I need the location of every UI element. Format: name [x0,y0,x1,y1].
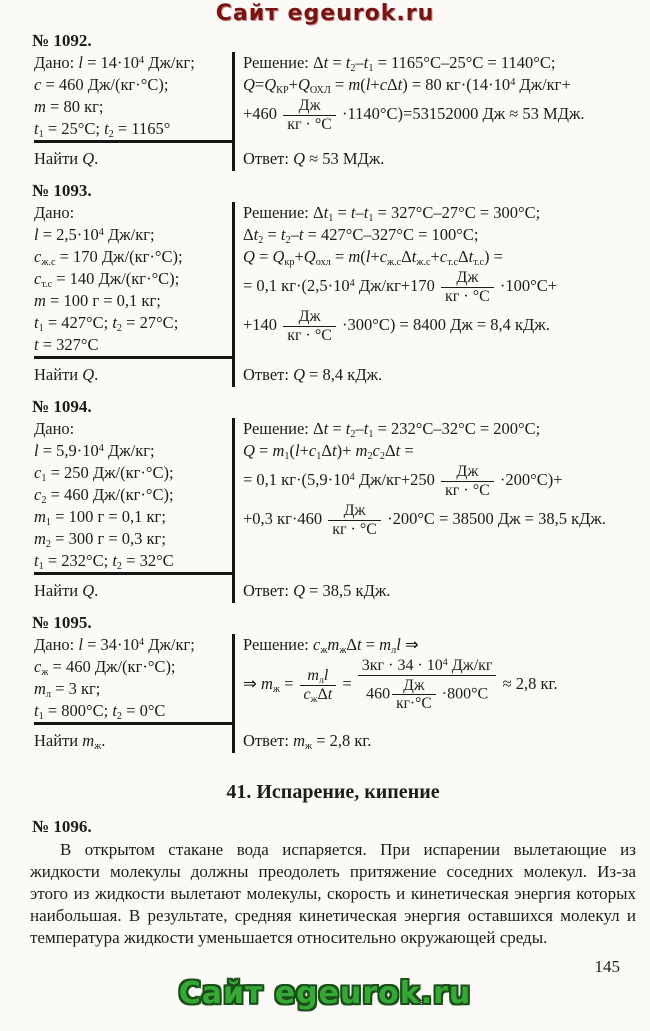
solution-line: $Q=Q_{КР}+Q_{ОХЛ} = m(l+c\Delta t) = 80$ $кг\cdot(14\cdot 10^4$ Дж/кг+ [243,75,571,96]
given-lines [34,202,232,356]
problem-1096-number: № 1096. [32,817,92,836]
given-line: $t_1 = 232^\circ С$; $t_2 = 32^\circ С$ [34,551,174,572]
solution-column [232,634,636,753]
solution-line: +460 $\frac{Дж}{кг \cdot ^\circ С}$ ·1140°С)=53152000 Дж ≈ 53 МДж. [243,97,585,133]
problem-1095 [30,613,636,753]
problem-1094 [30,397,636,603]
solution-line: ⇒ $m_ж$ = $\frac{m_лl}{c_ж\Delta t}$ = $3кг \cdot 34 \cdot 10^4$ Дж/кг 460 $\frac{Дж}{кг\cdot^\circ С}$ ·800°С ≈ 2,8 кг. [243,657,558,713]
solution-column [232,418,636,603]
given-line: t = 327°С [34,335,99,354]
solution-line: +140 $\frac{Дж}{кг \cdot ^\circ С}$ ·300°С) = 8400 Дж = 8,4 кДж. [243,307,550,344]
given-line: Дано: [34,203,75,222]
problem-number: № 1095. [32,613,92,632]
given-lines [34,52,232,140]
given-line: m = 100 г = 0,1 кг; [34,291,161,310]
problem-body [30,418,636,603]
fraction: $\frac{Дж}{кг \cdot ^\circ С}$ [283,97,336,134]
problem-number: № 1093. [32,181,92,200]
answer-line: Ответ: Q = 38,5 кДж. [243,581,391,600]
fraction: $\frac{Дж}{кг \cdot ^\circ С}$ [283,308,336,345]
answer-line: Ответ: Q ≈ 53 МДж. [243,149,385,168]
fraction: $\frac{Дж}{кг\cdot^\circ С}$ [392,677,436,713]
solution-line: Решение: $\Delta t = t_2-t_1 = 232^\circ С-32^\circ С = 200^\circ С$; [243,419,541,440]
fraction: $\frac{Дж}{кг \cdot ^\circ С}$ [441,269,494,306]
given-line: $c_2 = 460$ Дж/(кг·°С); [34,485,174,506]
given-line: $l = 2,5\cdot 10^4$ Дж/кг; [34,225,155,244]
find-line: Найти Q. [34,140,232,171]
solution-line: Решение: $\Delta t_1 = t-t_1 = 327^\circ С-27^\circ С = 300^\circ С$; [243,203,541,224]
given-line: $m_1 = 100$ г = 0,1 кг; [34,507,166,528]
given-line: Дано: [34,419,75,438]
problem-number: № 1092. [32,31,92,50]
answer-line: Ответ: $m_ж = 2,8$ кг. [243,731,372,752]
problem-number: № 1094. [32,397,92,416]
problem-body [30,634,636,753]
given-line: $c_ж = 460$ Дж/(кг·°С); [34,657,176,678]
given-column [30,202,232,387]
given-line: Дано: $l = 34\cdot 10^4$ Дж/кг; [34,635,195,654]
given-line: $c_{т.с} = 140$ Дж/(кг·°С); [34,269,180,290]
page-content [30,31,636,977]
given-column [30,418,232,603]
given-line: $m_2 = 300$ г = 0,3 кг; [34,529,166,550]
find-line: Найти Q. [34,356,232,387]
watermark-top: Сайт egeurok.ru [215,1,435,26]
given-line: $t_1 = 800^\circ С$; $t_2 = 0^\circ С$ [34,701,166,722]
given-column [30,52,232,171]
given-line: $t_1 = 427^\circ С$; $t_2 = 27^\circ С$; [34,313,179,334]
given-line: $l = 5,9\cdot 10^4$ Дж/кг; [34,441,155,460]
given-line: $t_1 = 25^\circ С$; $t_2 = 1165^\circ$ [34,119,171,140]
section-title: 41. Испарение, кипение [226,781,440,803]
problem-1093 [30,181,636,387]
solution-line: $\Delta t_2 = t_2-t = 427^\circ С-327^\circ С = 100^\circ С$; [243,225,479,246]
given-lines [34,418,232,572]
given-line: m = 80 кг; [34,97,104,116]
problem-body [30,52,636,171]
problem-body [30,202,636,387]
given-line: Дано: $l = 14\cdot 10^4$ Дж/кг; [34,53,195,72]
fraction: $3кг \cdot 34 \cdot 10^4$ Дж/кг 460 $\frac{Дж}{кг\cdot^\circ С}$ ·800°С [358,657,497,714]
answer-line: Ответ: Q = 8,4 кДж. [243,365,383,384]
problems-list [30,31,636,753]
solution-line: $Q = m_1(l+c_1\Delta t)+ m_2c_2\Delta t$ = [243,441,414,462]
fraction: $\frac{Дж}{кг \cdot ^\circ С}$ [441,463,494,500]
find-line: Найти $m_ж$. [34,722,232,753]
solution-column [232,202,636,387]
given-line: $m_л = 3$ кг; [34,679,101,700]
fraction: $\frac{m_лl}{c_ж\Delta t}$ [300,667,337,704]
problem-1092 [30,31,636,171]
textbook-page [0,1,650,1031]
fraction: $\frac{Дж}{кг \cdot ^\circ С}$ [328,502,381,539]
given-line: $c_{ж.с} = 170$ Дж/(кг·°С); [34,247,183,268]
solution-line: +0,3 кг·460 $\frac{Дж}{кг \cdot ^\circ С}$ ·200°С = 38500 Дж = 38,5 кДж. [243,501,606,538]
given-column [30,634,232,753]
solution-line: Решение: $c_жm_ж\Delta t = m_лl$ ⇒ [243,635,419,656]
solution-line: $Q = Q_{кр}+Q_{охл} = m(l+c_{ж.с}\Delta t_{ж.с}+c_{т.с}\Delta t_{т.с})$ = [243,247,503,268]
solution-line: = 0,1 $кг\cdot(5,9\cdot 10^4$ Дж/кг+250 $\frac{Дж}{кг \cdot ^\circ С}$ ·200°С)+ [243,463,563,499]
solution-column [232,52,636,171]
solution-line: = 0,1 $кг\cdot(2,5\cdot 10^4$ Дж/кг+170 $\frac{Дж}{кг \cdot ^\circ С}$ ·100°С+ [243,269,558,305]
problem-1096-text: В открытом стакане вода испаряется. При испарении вылетающие из жидкости молекулы должны преодолеть притяжение соседних молекул. Из-за этого из жидкости вылетают молекулы, скорость и кинетическая энергия которых наибольшая. В результате, средняя кинетическая энергия оставшихся молекул и температура жидкости уменьшается относительно окружающей среды. [30,840,636,947]
given-line: c = 460 Дж/(кг·°С); [34,75,169,94]
solution-line: Решение: $\Delta t = t_2-t_1 = 1165^\circ С-25^\circ С = 1140^\circ С$; [243,53,556,74]
given-line: $c_1 = 250$ Дж/(кг·°С); [34,463,174,484]
find-line: Найти Q. [34,572,232,603]
page-number: 145 [594,957,620,976]
watermark-bottom: Сайт egeurok.ru [178,976,472,1011]
given-lines [34,634,232,722]
